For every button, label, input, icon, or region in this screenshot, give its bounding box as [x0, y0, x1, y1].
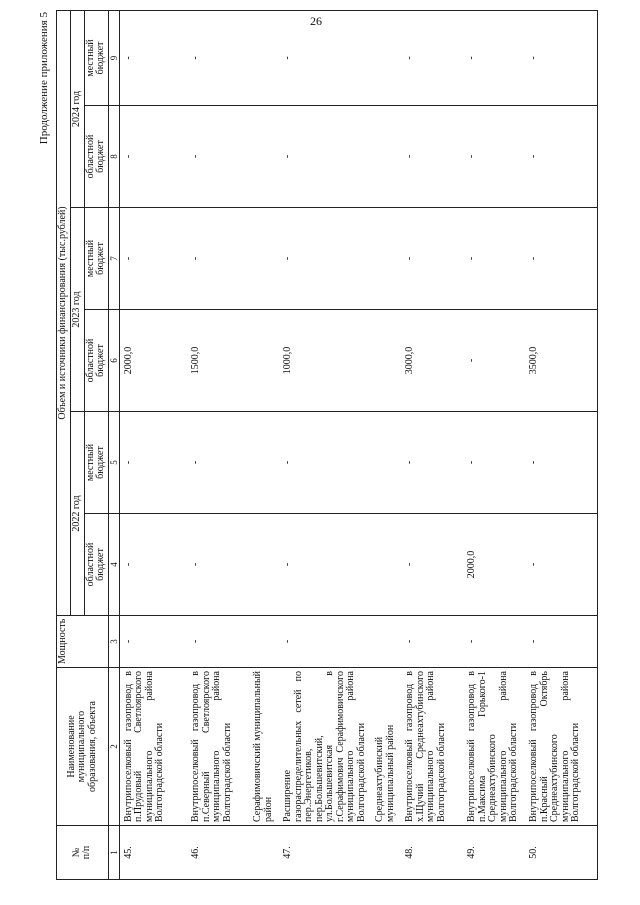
row-number: [371, 826, 401, 880]
object-name: Внутрипоселковый газопровод в п.Максима Горького-1 Среднеахтубинского муниципального района Волгоградской области: [463, 668, 525, 826]
value-cell: -: [279, 412, 371, 514]
continuation-caption: Продолжение приложения 5: [38, 12, 50, 145]
capacity-cell: -: [187, 616, 249, 668]
capacity-cell: -: [401, 616, 463, 668]
value-cell: -: [187, 106, 249, 208]
capacity-cell: [249, 616, 279, 668]
value-cell: -: [401, 514, 463, 616]
value-cell: [371, 10, 401, 105]
value-cell: 1500,0: [187, 310, 249, 412]
object-name: Внутрипоселковый газопровод в х.Щучий Среднеахтубинского муниципального района Волгоградской области: [401, 668, 463, 826]
value-cell: -: [187, 412, 249, 514]
district-name: Серафимовичский муниципальный район: [249, 668, 279, 826]
value-cell: -: [463, 412, 525, 514]
value-cell: -: [279, 10, 371, 105]
row-number: 48.: [401, 826, 463, 880]
value-cell: -: [525, 208, 597, 310]
capacity-cell: -: [525, 616, 597, 668]
value-cell: -: [463, 208, 525, 310]
column-index: 5: [108, 412, 119, 514]
table-body: [119, 10, 597, 879]
value-cell: -: [401, 208, 463, 310]
value-cell: -: [119, 10, 187, 105]
value-cell: -: [279, 106, 371, 208]
value-cell: -: [401, 10, 463, 105]
value-cell: -: [463, 310, 525, 412]
value-cell: -: [119, 106, 187, 208]
value-cell: [371, 208, 401, 310]
value-cell: [249, 310, 279, 412]
header-num: № п/п: [57, 826, 109, 880]
value-cell: 1000,0: [279, 310, 371, 412]
table-row: [187, 10, 249, 879]
value-cell: [249, 514, 279, 616]
table-row: [525, 10, 597, 879]
value-cell: -: [187, 10, 249, 105]
district-row: [371, 10, 401, 879]
value-cell: [371, 514, 401, 616]
value-cell: -: [525, 10, 597, 105]
column-index: 3: [108, 616, 119, 668]
capacity-cell: -: [279, 616, 371, 668]
value-cell: [371, 310, 401, 412]
value-cell: [249, 412, 279, 514]
header-local-budget: местный бюджет: [84, 412, 108, 514]
rotated-page-content: [30, 10, 590, 880]
column-index: 6: [108, 310, 119, 412]
funding-table: [56, 10, 598, 880]
value-cell: 3000,0: [401, 310, 463, 412]
value-cell: -: [119, 412, 187, 514]
table-row: [401, 10, 463, 879]
object-name: Внутрипоселковый газопровод в п.Северный Светлоярского муниципального района Волгоградской области: [187, 668, 249, 826]
header-year-2024: 2024 год: [71, 10, 85, 207]
value-cell: -: [525, 514, 597, 616]
row-number: 47.: [279, 826, 371, 880]
value-cell: 3500,0: [525, 310, 597, 412]
value-cell: -: [525, 106, 597, 208]
column-index: 7: [108, 208, 119, 310]
value-cell: -: [463, 10, 525, 105]
header-local-budget: местный бюджет: [84, 208, 108, 310]
value-cell: [249, 106, 279, 208]
row-number: [249, 826, 279, 880]
value-cell: -: [401, 106, 463, 208]
value-cell: [249, 208, 279, 310]
row-number: 45.: [119, 826, 187, 880]
district-row: [249, 10, 279, 879]
header-year-2023: 2023 год: [71, 208, 85, 412]
column-index: 1: [108, 826, 119, 880]
value-cell: 2000,0: [119, 310, 187, 412]
value-cell: [371, 412, 401, 514]
capacity-cell: -: [119, 616, 187, 668]
table-header: [57, 10, 120, 879]
table-row: [463, 10, 525, 879]
object-name: Расширение газораспределительных сетей по пер.Энергетиков, пер.Большевитский, ул.Большевитская в г.Серафимович Серафимовичского муниципального района Волгоградской области: [279, 668, 371, 826]
object-name: Внутрипоселковый газопровод в п.Красный Октябрь Среднеахтубинского муниципального района Волгоградской области: [525, 668, 597, 826]
column-index: 8: [108, 106, 119, 208]
value-cell: -: [279, 208, 371, 310]
value-cell: -: [463, 106, 525, 208]
value-cell: -: [401, 412, 463, 514]
header-regional-budget: областной бюджет: [84, 514, 108, 616]
header-regional-budget: областной бюджет: [84, 106, 108, 208]
value-cell: -: [279, 514, 371, 616]
district-name: Среднеахтубинский муниципальный район: [371, 668, 401, 826]
object-name: Внутрипоселковый газопровод в п.Прудовый Светлоярского муниципального района Волгоградской области: [119, 668, 187, 826]
column-index: 2: [108, 668, 119, 826]
capacity-cell: -: [463, 616, 525, 668]
header-capacity: Мощность: [57, 616, 109, 668]
row-number: 50.: [525, 826, 597, 880]
row-number: 49.: [463, 826, 525, 880]
capacity-cell: [371, 616, 401, 668]
value-cell: [249, 10, 279, 105]
value-cell: -: [525, 412, 597, 514]
value-cell: -: [187, 514, 249, 616]
header-regional-budget: областной бюджет: [84, 310, 108, 412]
row-number: 46.: [187, 826, 249, 880]
header-name: Наименование муниципального образования, объекта: [57, 668, 109, 826]
value-cell: 2000,0: [463, 514, 525, 616]
value-cell: [371, 106, 401, 208]
header-funding: Объем и источники финансирования (тыс.рублей): [57, 10, 71, 615]
value-cell: -: [187, 208, 249, 310]
header-year-2022: 2022 год: [71, 412, 85, 616]
column-index-row: [108, 10, 119, 879]
page-number: 26: [310, 14, 322, 28]
column-index: 9: [108, 10, 119, 105]
table-row: [279, 10, 371, 879]
header-local-budget: местный бюджет: [84, 10, 108, 105]
table-row: [119, 10, 187, 879]
column-index: 4: [108, 514, 119, 616]
value-cell: -: [119, 208, 187, 310]
value-cell: -: [119, 514, 187, 616]
